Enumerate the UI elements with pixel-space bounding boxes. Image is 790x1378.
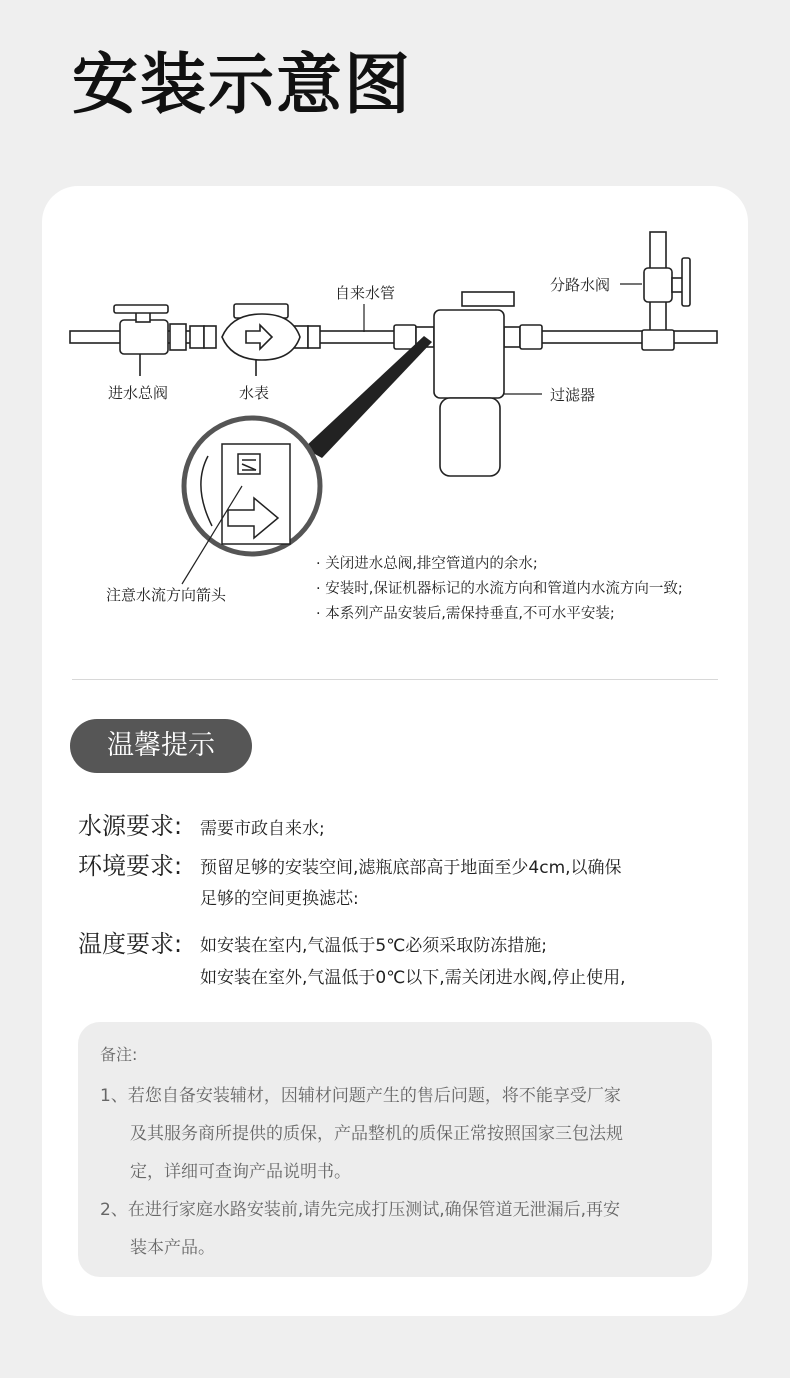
requirement-line: 如安装在室内,气温低于5℃必须采取防冻措施; xyxy=(200,936,548,956)
tip-badge: 温馨提示 xyxy=(70,719,252,773)
water-meter-icon xyxy=(222,304,300,376)
requirement-key: 温度要求: xyxy=(78,930,183,958)
filter-label: 过滤器 xyxy=(550,386,596,404)
inlet-valve-label: 进水总阀 xyxy=(108,384,169,402)
filter-icon xyxy=(394,292,542,476)
remark-box xyxy=(78,1022,712,1277)
branch-valve-label: 分路水阀 xyxy=(550,276,611,294)
remark-line: 1、若您自备安装辅材，因辅材问题产生的售后问题，将不能享受厂家 xyxy=(100,1086,621,1106)
remark-line: 及其服务商所提供的质保，产品整机的质保正常按照国家三包法规 xyxy=(130,1124,623,1144)
requirement-key: 环境要求: xyxy=(78,852,183,880)
page-title: 安装示意图 xyxy=(72,46,412,123)
meter-label: 水表 xyxy=(239,384,270,402)
section-divider xyxy=(72,679,718,680)
remark-title: 备注: xyxy=(100,1045,138,1064)
magnified-detail xyxy=(184,418,320,554)
arrow-note-label: 注意水流方向箭头 xyxy=(106,586,227,604)
tap-pipe-label: 自来水管 xyxy=(335,284,396,302)
remark-line: 2、在进行家庭水路安装前,请先完成打压测试,确保管道无泄漏后,再安 xyxy=(100,1200,621,1220)
inlet-valve-icon xyxy=(114,305,168,376)
magnifier-cone xyxy=(304,336,432,458)
note-item: · 关闭进水总阀,排空管道内的余水; xyxy=(316,556,538,572)
content-card xyxy=(42,186,748,1316)
requirement-line: 需要市政自来水; xyxy=(200,819,325,839)
requirement-line: 足够的空间更换滤芯: xyxy=(200,889,359,909)
requirement-line: 预留足够的安装空间,滤瓶底部高于地面至少4cm,以确保 xyxy=(200,858,622,878)
remark-line: 装本产品。 xyxy=(130,1238,215,1258)
install-notes xyxy=(316,552,683,627)
requirement-line: 如安装在室外,气温低于0℃以下,需关闭进水阀,停止使用, xyxy=(200,968,626,988)
note-item: · 安装时,保证机器标记的水流方向和管道内水流方向一致; xyxy=(316,581,683,597)
remark-line: 定，详细可查询产品说明书。 xyxy=(130,1162,351,1182)
requirement-key: 水源要求: xyxy=(78,812,183,840)
note-item: · 本系列产品安装后,需保持垂直,不可水平安装; xyxy=(316,606,615,622)
